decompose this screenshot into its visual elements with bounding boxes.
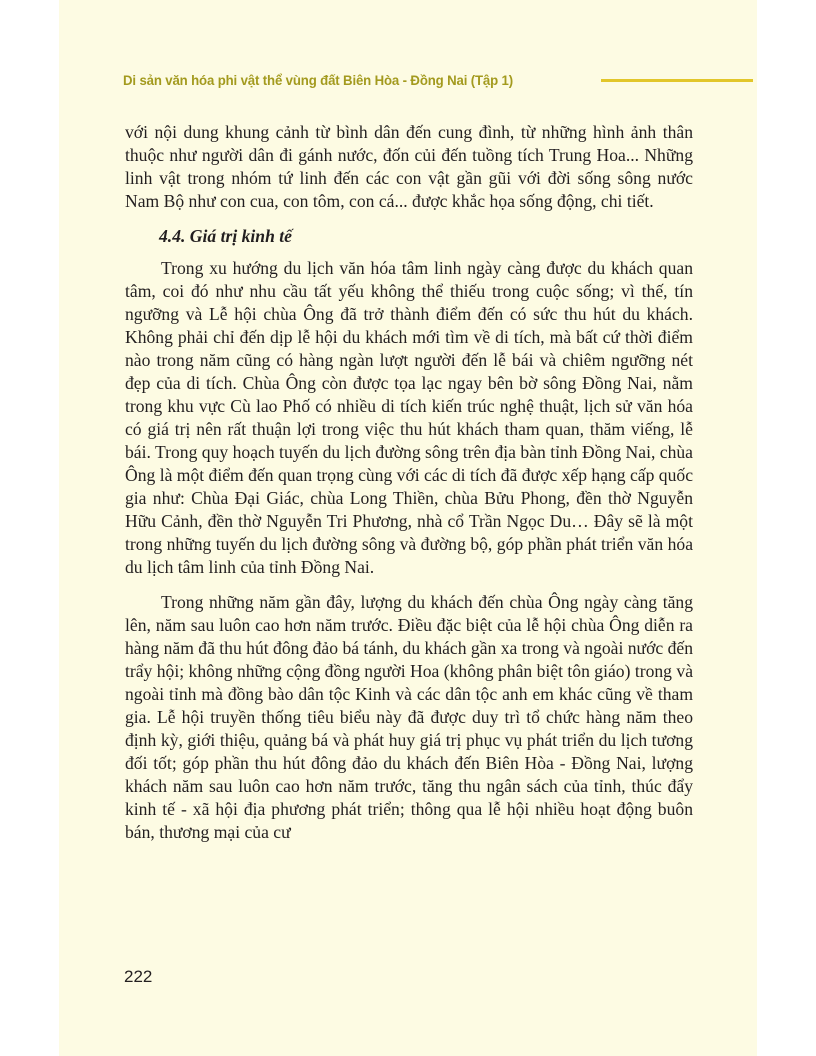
running-header — [123, 64, 753, 98]
paragraph-economic-value: Trong xu hướng du lịch văn hóa tâm linh ngày càng được du khách quan tâm, coi đó như nhu cầu tất yếu không thể thiếu trong cuộc sống; vì thế, tín ngưỡng và Lễ hội chùa Ông đã trở thành điểm đến có sức thu hút du khách. Không phải chỉ đến dịp lễ hội du khách mới tìm về di tích, mà bất cứ thời điểm nào trong năm cũng có hàng ngàn lượt người đến lễ bái và chiêm ngưỡng nét đẹp của di tích. Chùa Ông còn được tọa lạc ngay bên bờ sông Đồng Nai, nằm trong khu vực Cù lao Phố có nhiều di tích kiến trúc nghệ thuật, lịch sử văn hóa có giá trị nên rất thuận lợi trong việc thu hút khách tham quan, thăm viếng, lễ bái. Trong quy hoạch tuyến du lịch đường sông trên địa bàn tỉnh Đồng Nai, chùa Ông là một điểm đến quan trọng cùng với các di tích đã được xếp hạng cấp quốc gia như: Chùa Đại Giác, chùa Long Thiền, chùa Bửu Phong, đền thờ Nguyễn Hữu Cảnh, đền thờ Nguyễn Tri Phương, nhà cổ Trần Ngọc Du… Đây sẽ là một trong những tuyến du lịch đường sông và đường bộ, góp phần phát triển văn hóa du lịch tâm linh của tỉnh Đồng Nai. — [125, 258, 694, 577]
section-heading: 4.4. Giá trị kinh tế — [159, 226, 292, 246]
book-page — [59, 0, 757, 1056]
header-rule — [601, 79, 753, 82]
running-header-title: Di sản văn hóa phi vật thể vùng đất Biên Hòa - Đồng Nai (Tập 1) — [123, 73, 514, 89]
paragraph-visitors: Trong những năm gần đây, lượng du khách đến chùa Ông ngày càng tăng lên, năm sau luôn cao hơn năm trước. Điều đặc biệt của lễ hội chùa Ông diễn ra hàng năm đã thu hút đông đảo bá tánh, du khách gần xa trong và ngoài nước đến trẩy hội; không những cộng đồng người Hoa (không phân biệt tôn giáo) trong và ngoài tỉnh mà đồng bào dân tộc Kinh và các dân tộc anh em khác cũng về tham gia. Lễ hội truyền thống tiêu biểu này đã được duy trì tổ chức hàng năm theo định kỳ, giới thiệu, quảng bá và phát huy giá trị phục vụ phát triển du lịch tương đối tốt; góp phần thu hút đông đảo du khách đến Biên Hòa - Đồng Nai, lượng khách năm sau luôn cao hơn năm trước, tăng thu ngân sách của tỉnh, thúc đẩy kinh tế - xã hội địa phương phát triển; thông qua lễ hội nhiều hoạt động buôn bán, thương mại của cư — [125, 592, 694, 842]
page-number: 222 — [124, 967, 153, 986]
body-text — [125, 121, 693, 856]
paragraph-continued: với nội dung khung cảnh từ bình dân đến cung đình, từ những hình ảnh thân thuộc như người dân đi gánh nước, đốn củi đến tuồng tích Trung Hoa... Những linh vật trong nhóm tứ linh đến các con vật gần gũi với đời sống sông nước Nam Bộ như con cua, con tôm, con cá... được khắc họa sống động, chi tiết. — [125, 122, 693, 211]
